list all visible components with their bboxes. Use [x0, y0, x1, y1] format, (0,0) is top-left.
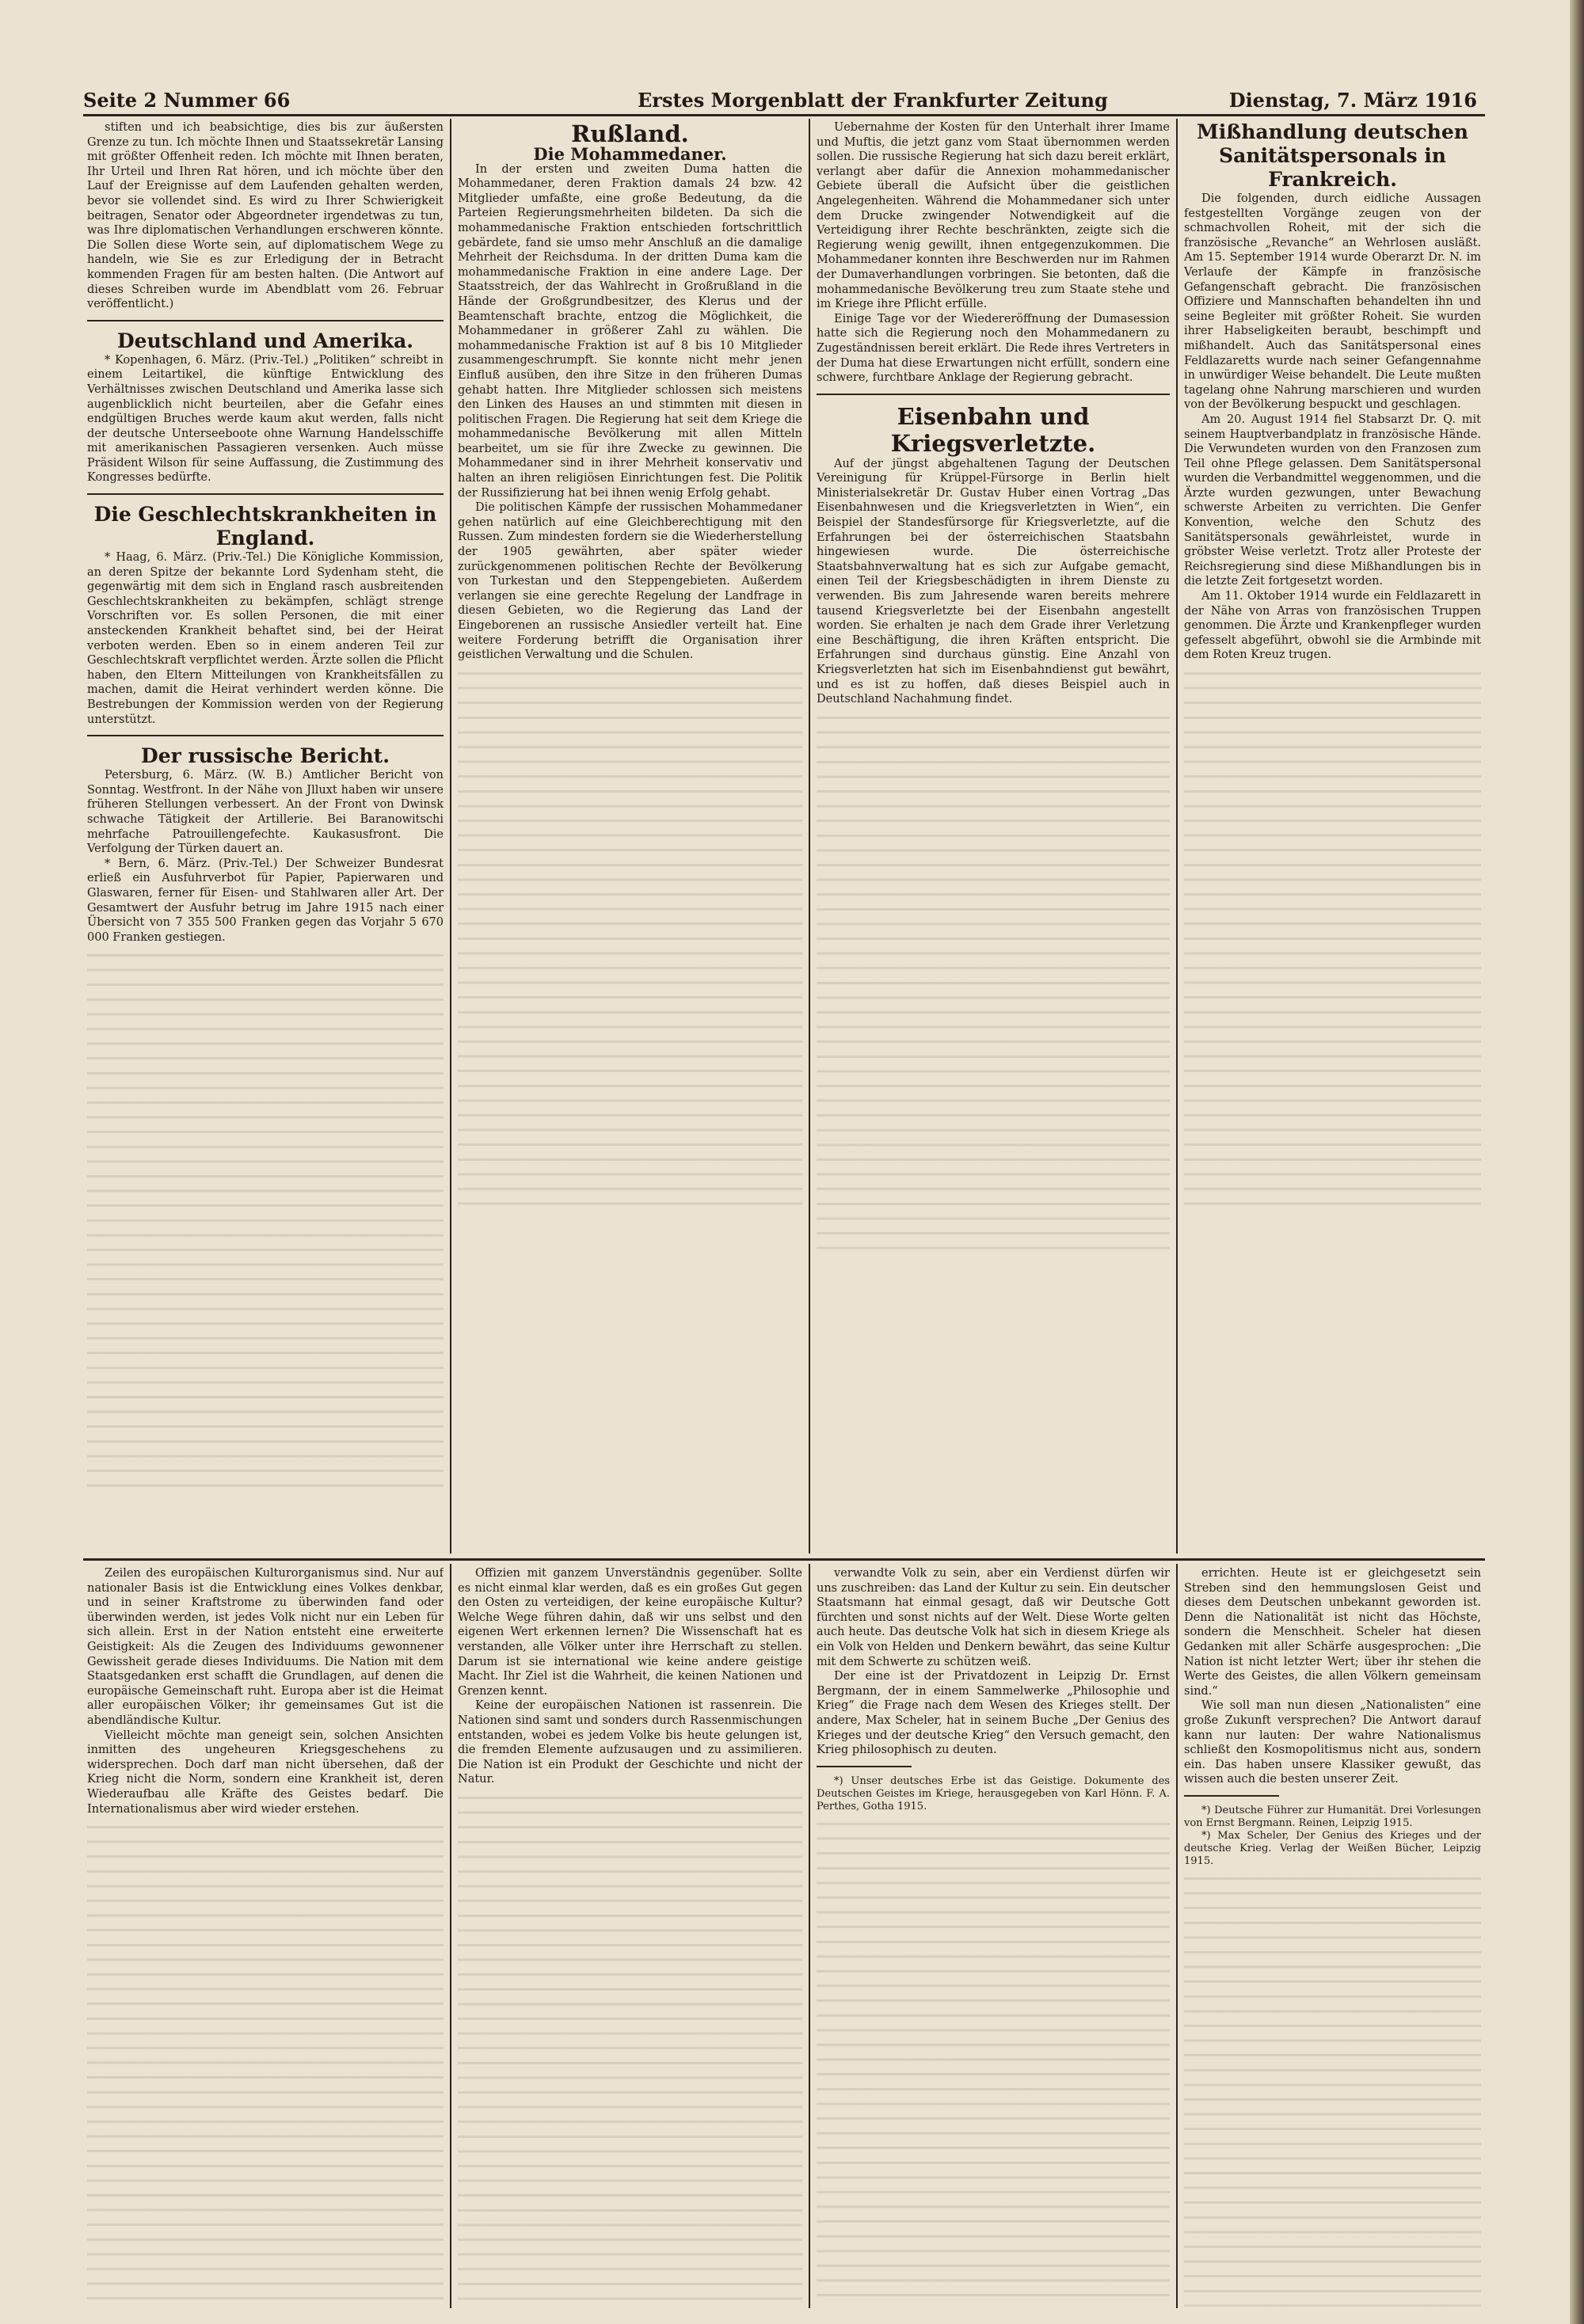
intro-paragraph: stiften und ich beabsichtige, dies bis zur äußersten Grenze zu tun. Ich möchte Ihnen und Staatssekretär Lansing mit größter Offenheit reden. Ich möchte mit Ihnen beraten, Ihr Urteil und Ihren Rat hören, und ich möchte über den Lauf der Ereignisse auf dem Laufenden gehalten werden, bevor sie vollendet sind. Es wird zu Ihrer Schwierigkeit beitragen, Senator oder Abgeordneter irgendetwas zu tun, was Ihre diplomatischen Verhandlungen erschweren könnte. Die Sollen diese Worte sein, auf diplomatischem Wege zu handeln, wie Sie es zur Erledigung der in Betracht kommenden Fragen für am besten halten. (Die Antwort auf dieses Schreiben wurde im Abendblatt vom 26. Februar veröffentlicht.)	[87, 121, 444, 311]
article-paragraph: Auf der jüngst abgehaltenen Tagung der Deutschen Vereinigung für Krüppel-Fürsorge in Berlin hielt Ministerialsekretär Dr. Gustav Huber einen Vortrag „Das Eisenbahnwesen und die Kriegsverletzten in Wien“, ein Beispiel der Standesfürsorge für Kriegsverletzte, auf die Erfahrungen bei der österreichischen Staatsbahn hingewiesen wurde. Die österreichische Staatsbahnverwaltung hat es sich zur Aufgabe gemacht, einen Teil der Kriegsbeschädigten in ihrem Dienste zu verwenden. Bis zum Jahresende waren bereits mehrere tausend Kriegsverletzte bei der Eisenbahn angestellt worden. Sie erhalten je nach dem Grade ihrer Verletzung eine Beschäftigung, die ihren Kräften entspricht. Die Erfahrungen sind durchaus günstig. Eine Anzahl von Kriegsverletzten hat sich im Eisenbahndienst gut bewährt, und es ist zu hoffen, daß dieses Beispiel auch in Deutschland Nachahmung findet.	[817, 457, 1170, 706]
issue-date: Dienstag, 7. März 1916	[1228, 89, 1477, 112]
footnote-rule	[1184, 1795, 1279, 1797]
text-filler	[1184, 1868, 1481, 2307]
footnote: *) Max Scheler, Der Genius des Krieges und der deutsche Krieg. Verlag der Weißen Bücher, Leipzig 1915.	[1184, 1829, 1481, 1867]
headline-russischer-bericht: Der russische Bericht.	[141, 744, 390, 768]
text-filler	[817, 1813, 1170, 2307]
column-2	[458, 120, 802, 1554]
article-paragraph: verwandte Volk zu sein, aber ein Verdienst dürfen wir uns zuschreiben: das Land der Kultur zu sein. Ein deutscher Staatsmann hat einmal gesagt, daß wir Deutsche Gott fürchten und sonst nichts auf der Welt. Diese Worte gelten auch heute. Das deutsche Volk hat sich in diesem Kriege als ein Volk von Helden und Denkern bewährt, das seine Kultur mit dem Schwerte zu schützen weiß.	[817, 1567, 1170, 1668]
column-rule	[809, 119, 810, 1554]
article-paragraph: errichten. Heute ist er gleichgesetzt sein Streben sind den hemmungslosen Geist und dieses dem Deutschen unbekannt geworden ist. Denn die Nationalität ist nicht das Höchste, sondern die Menschheit. Scheler hat diesen Gedanken mit aller Schärfe ausgesprochen: „Die Nation ist nicht letzter Wert; über ihr stehen die Werte des Geistes, die allen Völkern gemeinsam sind.“	[1184, 1567, 1481, 1698]
headline-russland: Rußland.	[571, 120, 689, 147]
article-paragraph: Der eine ist der Privatdozent in Leipzig Dr. Ernst Bergmann, der in einem Sammelwerke „Philosophie und Krieg“ die Frage nach dem Wesen des Krieges stellt. Der andere, Max Scheler, hat in seinem Buche „Der Genius des Krieges und der deutsche Krieg“ den Versuch gemacht, den Krieg philosophisch zu deuten.	[817, 1670, 1170, 1757]
page-header	[83, 89, 1477, 112]
divider	[87, 320, 444, 321]
article-paragraph: Die folgenden, durch eidliche Aussagen festgestellten Vorgänge zeugen von der schmachvollen Roheit, mit der sich die französische „Revanche“ an Wehrlosen ausläßt. Am 15. September 1914 wurde Oberarzt Dr. N. im Verlaufe der Kämpfe in französische Gefangenschaft gebracht. Die französischen Offiziere und Mannschaften behandelten ihn und seine Begleiter mit größter Roheit. Sie wurden ihrer Habseligkeiten beraubt, beschimpft und mißhandelt. Auch das Sanitätspersonal eines Feldlazaretts wurde nach seiner Gefangennahme in unwürdiger Weise behandelt. Die Leute mußten tagelang ohne Nahrung marschieren und wurden von der Bevölkerung bespuckt und geschlagen.	[1184, 192, 1481, 412]
article-paragraph: Offizien mit ganzem Unverständnis gegenüber. Sollte es nicht einmal klar werden, daß es ein großes Gut gegen den Osten zu verteidigen, der keine europäische Kultur? Welche Wege führen dahin, daß wir uns selbst und den eigenen Wert erkennen lernen? Die Wissenschaft hat es verstanden, alle Völker unter ihre Herrschaft zu stellen. Darum ist sie international wie keine andere geistige Macht. Ihr Ziel ist die Wahrheit, die keinen Nationen und Grenzen kennt.	[458, 1567, 802, 1698]
article-paragraph: Zeilen des europäischen Kulturorganismus sind. Nur auf nationaler Basis ist die Entwicklung eines Volkes denkbar, und in seiner Kraftstrome zu überwinden fand oder überwinden werden, ist jedes Volk nicht nur ein Leben für sich allein. Erst in der Nation entsteht eine erweiterte Geistigkeit: Als die Zeugen des Individuums gewonnener Gewissheit gerade dieses Individuums. Die Nation mit dem Staatsgedanken erst schafft die Grundlagen, auf denen die europäische Gemeinschaft ruht. Europa aber ist die Heimat aller europäischen Völker; ihr gemeinsames Gut ist die abendländische Kultur.	[87, 1567, 444, 1727]
column-4	[1184, 120, 1481, 1554]
column-rule	[809, 1564, 810, 2308]
article-paragraph: * Kopenhagen, 6. März. (Priv.-Tel.) „Politiken“ schreibt in einem Leitartikel, die künftige Entwicklung des Verhältnisses zwischen Deutschland und Amerika lasse sich augenblicklich nicht beurteilen, aber die Gefahr eines endgültigen Bruches werde kaum akut werden, falls nicht der deutsche Unterseeboote ohne Warnung Handelsschiffe mit amerikanischen Passagieren versenken. Auch müsse Präsident Wilson für seine Auffassung, die Zustimmung des Kongresses bedürfte.	[87, 353, 444, 485]
article-paragraph: Am 20. August 1914 fiel Stabsarzt Dr. Q. mit seinem Hauptverbandplatz in französische Hände. Die Verwundeten wurden von den Franzosen zum Teil ohne Pflege gelassen. Dem Sanitätspersonal wurden die Verbandmittel weggenommen, und die Ärzte wurden gezwungen, unter Bewachung schwerste Arbeiten zu verrichten. Die Genfer Konvention, welche den Schutz des Sanitätspersonals gewährleistet, wurde in gröbster Weise verletzt. Trotz aller Proteste der Reichsregierung sind diese Mißhandlungen bis in die letzte Zeit fortgesetzt worden.	[1184, 413, 1481, 588]
article-paragraph: Wie soll man nun diesen „Nationalisten“ eine große Zukunft versprechen? Die Antwort darauf kann nur lauten: Der wahre Nationalismus schließt den Kosmopolitismus nicht aus, sondern ein. Das haben unsere Klassiker gewußt, das wissen auch die besten unserer Zeit.	[1184, 1699, 1481, 1786]
column-rule	[1176, 1564, 1178, 2308]
column-rule	[1176, 119, 1178, 1554]
headline-eisenbahn: Eisenbahn und Kriegsverletzte.	[890, 402, 1096, 457]
headline-geschlechtskrankheiten: Die Geschlechtskrankheiten in England.	[93, 503, 437, 550]
section-rule	[83, 1558, 1485, 1561]
text-filler	[458, 663, 802, 1217]
article-paragraph: * Bern, 6. März. (Priv.-Tel.) Der Schweizer Bundesrat erließ ein Ausfuhrverbot für Papier, Papierwaren und Glaswaren, ferner für Eisen- und Stahlwaren aller Art. Der Gesamtwert der Ausfuhr betrug im Jahre 1915 nach einer Übersicht von 7 355 500 Franken gegen das Vorjahr 5 670 000 Franken gestiegen.	[87, 857, 444, 944]
text-filler	[817, 707, 1170, 1261]
book-spine-edge	[1570, 0, 1584, 2324]
article-paragraph: Uebernahme der Kosten für den Unterhalt ihrer Imame und Muftis, die jetzt ganz vom Staat übernommen werden sollen. Die russische Regierung hat sich dazu bereit erklärt, verlangt aber dafür die Annexion mohammedanischer Gebiete überall die Aufsicht über die geistlichen Angelegenheiten. Während die Mohammedaner sich unter dem Drucke zwingender Notwendigkeit auf die Verteidigung ihrer Rechte beschränkten, zeigte sich die Regierung wenig gewillt, ihnen entgegenzukommen. Die Mohammedaner konnten ihre Beschwerden nur im Rahmen der Dumaverhandlungen vorbringen. Sie betonten, daß die mohammedanische Bevölkerung treu zum Staate stehe und im Kriege ihre Pflicht erfülle.	[817, 121, 1170, 311]
article-paragraph: In der ersten und zweiten Duma hatten die Mohammedaner, deren Fraktion damals 24 bzw. 42 Mitglieder umfaßte, eine große Bedeutung, da die Parteien Regierungsmehrheiten bildeten. Da sich die mohammedanische Fraktion entschieden fortschrittlich gebärdete, fand sie umso mehr Anschluß an die damalige Mehrheit der Reichsduma. In der dritten Duma kam die mohammedanische Fraktion in eine andere Lage. Der Staatsstreich, der das Wahlrecht in Großrußland in die Hände der Großgrundbesitzer, des Klerus und der Beamtenschaft brachte, entzog die Möglichkeit, die Mohammedaner in größerer Zahl zu wählen. Die mohammedanische Fraktion ist auf 8 bis 10 Mitglieder zusammengeschrumpft. Sie konnte nicht mehr jenen Einfluß ausüben, den ihre Sitze in den früheren Dumas gehabt hatten. Ihre Mitglieder schlossen sich meistens den Linken des Hauses an und stimmten mit diesen in politischen Fragen. Die Regierung hat seit dem Kriege die mohammedanische Bevölkerung mit allen Mitteln bearbeitet, um sie für ihre Zwecke zu gewinnen. Die Mohammedaner sind in ihrer Mehrheit konservativ und halten an ihren religiösen Einrichtungen fest. Die Politik der Russifizierung hat bei ihnen wenig Erfolg gehabt.	[458, 162, 802, 500]
article-paragraph: Vielleicht möchte man geneigt sein, solchen Ansichten inmitten des ungeheuren Kriegsgeschehens zu widersprechen. Doch darf man nicht übersehen, daß der Krieg nicht die Norm, sondern eine Krankheit ist, deren Wiederaufbau alle Kräfte des Geistes bedarf. Die Internationalismus aber wird wieder erstehen.	[87, 1729, 444, 1816]
paper-title: Erstes Morgenblatt der Frankfurter Zeitung	[638, 89, 1108, 112]
lower-column-1	[87, 1566, 444, 2307]
article-paragraph: * Haag, 6. März. (Priv.-Tel.) Die Königliche Kommission, an deren Spitze der bekannte Lord Sydenham steht, die gegenwärtig mit dem sich in England rasch ausbreitenden Geschlechtskrankheiten zu bekämpfen, schlägt strenge Vorschriften vor. Es sollen Personen, die mit einer ansteckenden Krankheit behaftet sind, bei der Heirat verboten werden. Eben so in einem anderen Teil zur Geschlechtskraft verpflichtet werden. Ärzte sollen die Pflicht haben, den Eltern Mitteilungen von Krankheitsfällen zu machen, damit die Heirat verhindert werden könne. Die Bestrebungen der Kommission werden von der Regierung unterstützt.	[87, 551, 444, 726]
text-filler	[1184, 663, 1481, 1217]
column-3	[817, 120, 1170, 1554]
article-paragraph: Petersburg, 6. März. (W. B.) Amtlicher Bericht von Sonntag. Westfront. In der Nähe von Jlluxt haben wir unsere früheren Stellungen verbessert. An der Front von Dwinsk schwache Tätigkeit der Artillerie. Bei Baranowitschi mehrfache Patrouillengefechte. Kaukasusfront. Die Verfolgung der Türken dauert an.	[87, 769, 444, 856]
lower-column-2	[458, 1566, 802, 2307]
column-rule	[450, 119, 451, 1554]
text-filler	[87, 945, 444, 1499]
text-filler	[458, 1787, 802, 2307]
footnote: *) Unser deutsches Erbe ist das Geistige. Dokumente des Deutschen Geistes im Kriege, herausgegeben von Karl Hönn. F. A. Perthes, Gotha 1915.	[817, 1774, 1170, 1812]
text-filler	[87, 1816, 444, 2307]
article-paragraph: Am 11. Oktober 1914 wurde ein Feldlazarett in der Nähe von Arras von französischen Truppen genommen. Die Ärzte und Krankenpfleger wurden gefesselt abgeführt, obwohl sie die Armbinde mit dem Roten Kreuz trugen.	[1184, 590, 1481, 662]
page-label: Seite 2 Nummer 66	[83, 89, 291, 112]
footnote: *) Deutsche Führer zur Humanität. Drei Vorlesungen von Ernst Bergmann. Reinen, Leipzig 1915.	[1184, 1804, 1481, 1829]
divider	[817, 394, 1170, 395]
header-rule	[83, 114, 1485, 116]
headline-deutschland-amerika: Deutschland und Amerika.	[116, 329, 414, 352]
headline-misshandlung: Mißhandlung deutschen Sanitätspersonals in Frankreich.	[1197, 120, 1468, 191]
article-paragraph: Einige Tage vor der Wiedereröffnung der Dumasession hatte sich die Regierung noch den Mohammedanern zu Zugeständnissen bereit erklärt. Die Rede ihres Vertreters in der Duma hat diese Erwartungen nicht erfüllt, sondern eine schwere, furchtbare Anklage der Regierung gebracht.	[817, 312, 1170, 385]
divider	[87, 735, 444, 736]
lower-column-3	[817, 1566, 1170, 2307]
article-paragraph: Die politischen Kämpfe der russischen Mohammedaner gehen natürlich auf eine Gleichberechtigung mit den Russen. Zum mindesten fordern sie die Wiederherstellung der 1905 gewährten, aber später wieder zurückgenommenen politischen Rechte der Bevölkerung von Turkestan und den Steppengebieten. Außerdem verlangen sie eine gerechte Regelung der Landfrage in diesen Gebieten, wo die Regierung das Land der Eingeborenen an russische Ansiedler verteilt hat. Eine weitere Forderung betrifft die Organisation ihrer geistlichen Verwaltung und die Schulen.	[458, 501, 802, 662]
column-1	[87, 120, 444, 1554]
divider	[87, 493, 444, 495]
lower-column-4	[1184, 1566, 1481, 2307]
article-paragraph: Keine der europäischen Nationen ist rassenrein. Die Nationen sind samt und sonders durch Rassenmischungen entstanden, wobei es jedem Volke bis heute gelungen ist, die fremden Elemente aufzusaugen und zu assimilieren. Die Nation ist ein Produkt der Geschichte und nicht der Natur.	[458, 1699, 802, 1786]
subheadline-mohammedaner: Die Mohammedaner.	[533, 144, 727, 164]
column-rule	[450, 1564, 451, 2308]
footnote-rule	[817, 1766, 912, 1767]
